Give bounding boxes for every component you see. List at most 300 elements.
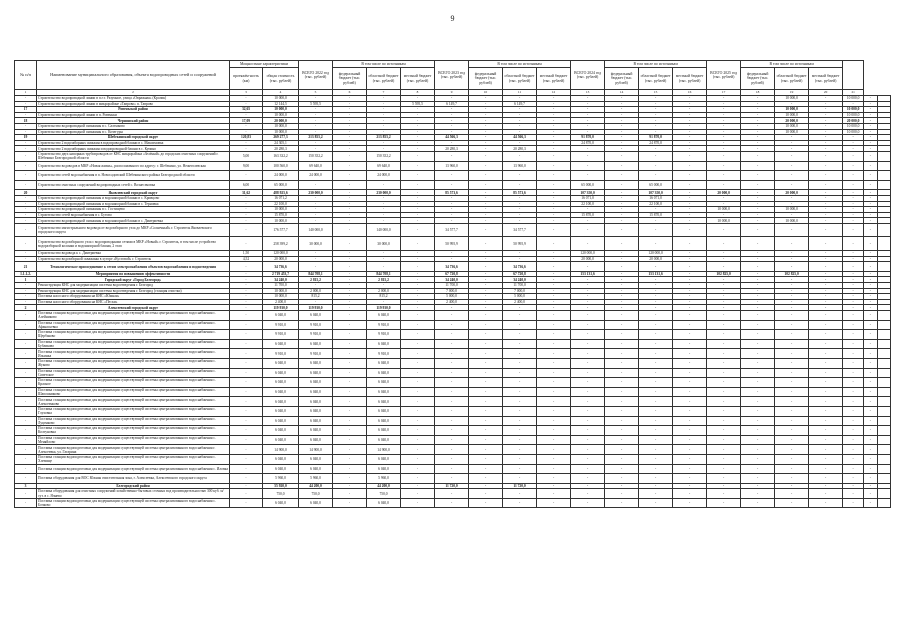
column-number-cell: 21 — [843, 90, 864, 96]
value-cell: 6 040,0 — [367, 426, 401, 436]
value-cell: - — [230, 201, 263, 207]
row-number-cell: - — [15, 123, 37, 129]
value-cell: - — [741, 180, 775, 190]
value-cell: - — [864, 406, 877, 416]
value-cell: - — [673, 123, 707, 129]
value-cell: 9 910,0 — [299, 320, 333, 330]
value-cell: - — [537, 171, 571, 181]
value-cell: - — [469, 135, 503, 141]
row-number-cell: - — [15, 223, 37, 237]
value-cell: - — [367, 123, 401, 129]
value-cell: 6 040,0 — [263, 358, 299, 368]
value-cell: 20 280,3 — [263, 146, 299, 152]
value-cell: 13 960,0 — [503, 161, 537, 171]
value-cell: 6 040,0 — [263, 454, 299, 464]
value-cell: 750,0 — [299, 489, 333, 499]
value-cell: - — [537, 406, 571, 416]
value-cell: - — [707, 201, 741, 207]
value-cell: - — [605, 299, 639, 305]
value-cell: - — [775, 358, 809, 368]
value-cell: - — [537, 223, 571, 237]
value-cell: - — [809, 311, 843, 321]
value-cell: - — [741, 387, 775, 397]
value-cell: - — [333, 483, 367, 489]
value-cell: 10 000,0 — [843, 107, 864, 113]
value-cell: 6 040,0 — [367, 416, 401, 426]
value-cell: 150 352,2 — [367, 151, 401, 161]
value-cell: 65 000,0 — [571, 180, 605, 190]
value-cell: - — [864, 171, 877, 181]
value-cell: - — [843, 201, 864, 207]
value-cell: - — [843, 349, 864, 359]
value-cell: - — [503, 454, 537, 464]
object-name-cell: Строительство водопроводной линии в микрорайоне «Таврово» п. Таврово — [37, 101, 230, 107]
value-cell: - — [401, 218, 435, 224]
value-cell: - — [605, 271, 639, 277]
value-cell: - — [809, 151, 843, 161]
value-cell: - — [435, 445, 469, 455]
column-number-cell: 15 — [639, 90, 673, 96]
value-cell: - — [299, 256, 333, 262]
value-cell: - — [809, 358, 843, 368]
object-name-cell: Строительство двух напорных трубопроводов от КНС микрорайона «Зелёный» до городских очистных сооружений г. Шебекино Белгородской области — [37, 151, 230, 161]
value-cell: - — [673, 207, 707, 213]
value-cell: 10 000,0 — [843, 96, 864, 102]
value-cell: - — [299, 129, 333, 135]
value-cell: - — [469, 416, 503, 426]
value-cell: - — [503, 256, 537, 262]
value-cell: - — [639, 349, 673, 359]
value-cell: - — [401, 464, 435, 474]
value-cell: - — [639, 387, 673, 397]
column-number-cell: 3 — [230, 90, 263, 96]
value-cell: - — [864, 299, 877, 305]
value-cell: - — [230, 406, 263, 416]
value-cell: - — [435, 218, 469, 224]
value-cell: - — [775, 140, 809, 146]
value-cell: - — [639, 454, 673, 464]
row-number-cell: - — [15, 288, 37, 294]
value-cell: - — [775, 195, 809, 201]
row-number-cell: - — [15, 311, 37, 321]
value-cell: 2 000,0 — [299, 288, 333, 294]
value-cell: - — [571, 387, 605, 397]
value-cell: - — [571, 299, 605, 305]
value-cell: - — [809, 483, 843, 489]
row-number-cell: - — [15, 140, 37, 146]
value-cell: - — [864, 464, 877, 474]
value-cell: - — [537, 397, 571, 407]
value-cell: - — [571, 489, 605, 499]
value-cell: - — [843, 397, 864, 407]
value-cell: 5 960,0 — [299, 474, 333, 484]
column-number-cell: 5 — [299, 90, 333, 96]
value-cell: - — [299, 299, 333, 305]
value-cell: - — [605, 330, 639, 340]
table-row — [15, 435, 891, 445]
value-cell: - — [537, 416, 571, 426]
value-cell: - — [864, 190, 877, 196]
value-cell: - — [401, 135, 435, 141]
value-cell: 22 100,0 — [639, 201, 673, 207]
value-cell: - — [469, 358, 503, 368]
value-cell: - — [809, 201, 843, 207]
row-number-cell: - — [15, 256, 37, 262]
value-cell: 13 960,0 — [435, 161, 469, 171]
object-name-cell: Яковлевский городской округ — [37, 190, 230, 196]
value-cell: - — [230, 123, 263, 129]
value-cell: - — [843, 237, 864, 251]
extra-cell — [877, 474, 890, 484]
value-cell: 85 573,6 — [435, 190, 469, 196]
row-number-cell: 21 — [15, 262, 37, 272]
table-row — [15, 180, 891, 190]
value-cell: - — [401, 305, 435, 311]
value-cell: - — [299, 283, 333, 289]
local-2023-header: местный бюджет (тыс. рублей) — [537, 68, 571, 90]
value-cell: - — [639, 218, 673, 224]
value-cell: - — [843, 294, 864, 300]
value-cell: - — [401, 161, 435, 171]
value-cell: - — [809, 251, 843, 257]
object-name-cell: Поставка станции водоподготовки для модернизации существующей системы централизованного водоснабжения с. Щербаково — [37, 330, 230, 340]
object-name-cell: Реконструкция КНС для модернизации системы водоотведения г. Белгород (станция очистки) — [37, 288, 230, 294]
value-cell: - — [401, 406, 435, 416]
table-row — [15, 406, 891, 416]
object-name-cell: Строительство водозаборной скважины в хуторе «Кустовой» г. Строитель — [37, 256, 230, 262]
value-cell: 10 000,0 — [775, 96, 809, 102]
value-cell: 120 000,0 — [639, 251, 673, 257]
value-cell: - — [673, 445, 707, 455]
value-cell: - — [571, 262, 605, 272]
object-name-cell: Поставка станции водоподготовки для модернизации существующей системы централизованного водоснабжения с. Алексеенково — [37, 397, 230, 407]
value-cell: 20 000,0 — [263, 118, 299, 124]
value-cell: 6,00 — [230, 180, 263, 190]
value-cell: - — [605, 368, 639, 378]
value-cell: - — [673, 320, 707, 330]
local-2025-header: местный бюджет (тыс. рублей) — [809, 68, 843, 90]
value-cell: 6 040,0 — [299, 387, 333, 397]
value-cell: - — [469, 112, 503, 118]
value-cell: - — [843, 358, 864, 368]
value-cell: - — [843, 218, 864, 224]
value-cell: - — [537, 368, 571, 378]
value-cell: - — [367, 96, 401, 102]
value-cell: - — [843, 416, 864, 426]
row-number-cell: - — [15, 237, 37, 251]
value-cell: - — [843, 498, 864, 508]
column-number-cell: 13 — [571, 90, 605, 96]
value-cell: - — [673, 118, 707, 124]
value-cell: 488 925,6 — [263, 190, 299, 196]
value-cell: - — [707, 339, 741, 349]
row-number-cell: - — [15, 299, 37, 305]
sources-2025-header: В том числе по источникам — [741, 61, 843, 68]
value-cell: - — [809, 190, 843, 196]
value-cell: - — [809, 195, 843, 201]
value-cell: - — [605, 387, 639, 397]
value-cell: 6 040,0 — [263, 368, 299, 378]
value-cell: - — [843, 212, 864, 218]
value-cell: - — [537, 146, 571, 152]
value-cell: - — [503, 171, 537, 181]
value-cell: - — [571, 123, 605, 129]
value-cell: - — [571, 277, 605, 283]
object-name-cell: Поставка станции водоподготовки для модернизации существующей системы централизованного водоснабжения с. Красное — [37, 378, 230, 388]
col-name-header: Наименование муниципального образования, объекта водопроводных сетей и сооружений — [37, 61, 230, 90]
value-cell: 2 815,2 — [299, 277, 333, 283]
value-cell: 20 000,0 — [571, 256, 605, 262]
value-cell: - — [367, 195, 401, 201]
value-cell: - — [741, 195, 775, 201]
value-cell: - — [864, 101, 877, 107]
value-cell: - — [741, 474, 775, 484]
row-number-cell: - — [15, 349, 37, 359]
value-cell: - — [571, 378, 605, 388]
value-cell: - — [333, 161, 367, 171]
value-cell: - — [741, 283, 775, 289]
value-cell: - — [230, 271, 263, 277]
value-cell: - — [571, 305, 605, 311]
value-cell: - — [469, 107, 503, 113]
value-cell: - — [367, 283, 401, 289]
value-cell: - — [230, 96, 263, 102]
value-cell: - — [775, 320, 809, 330]
object-name-cell: Мероприятия по повышению эффективности — [37, 271, 230, 277]
value-cell: - — [537, 101, 571, 107]
value-cell: - — [605, 251, 639, 257]
value-cell: 14 900,0 — [367, 445, 401, 455]
value-cell: - — [843, 445, 864, 455]
value-cell: - — [741, 135, 775, 141]
value-cell: - — [605, 339, 639, 349]
value-cell: - — [775, 368, 809, 378]
value-cell: - — [605, 118, 639, 124]
value-cell: - — [741, 256, 775, 262]
value-cell: - — [333, 454, 367, 464]
extra-cell — [877, 311, 890, 321]
value-cell: - — [469, 299, 503, 305]
value-cell: 20 000,0 — [775, 118, 809, 124]
value-cell: - — [864, 349, 877, 359]
value-cell: - — [639, 277, 673, 283]
value-cell: - — [673, 180, 707, 190]
value-cell: - — [707, 123, 741, 129]
value-cell: - — [809, 118, 843, 124]
table-row — [15, 349, 891, 359]
value-cell: 6 040,0 — [367, 368, 401, 378]
value-cell: - — [571, 474, 605, 484]
value-cell: - — [435, 474, 469, 484]
value-cell: - — [435, 435, 469, 445]
subtotal-row — [15, 262, 891, 272]
value-cell: - — [230, 339, 263, 349]
extra-cell — [877, 416, 890, 426]
value-cell: 6 040,0 — [263, 378, 299, 388]
value-cell: - — [864, 294, 877, 300]
value-cell: 6 040,0 — [367, 435, 401, 445]
value-cell: - — [707, 107, 741, 113]
value-cell: - — [401, 498, 435, 508]
value-cell: 16 071,0 — [571, 195, 605, 201]
value-cell: - — [605, 406, 639, 416]
value-cell: - — [435, 489, 469, 499]
value-cell: 6 040,0 — [299, 311, 333, 321]
table-row — [15, 489, 891, 499]
value-cell: - — [843, 146, 864, 152]
value-cell: - — [401, 358, 435, 368]
value-cell: - — [469, 251, 503, 257]
value-cell: - — [503, 218, 537, 224]
value-cell: - — [864, 201, 877, 207]
value-cell: - — [741, 107, 775, 113]
value-cell: - — [775, 416, 809, 426]
value-cell: 9 910,0 — [263, 320, 299, 330]
value-cell: - — [639, 426, 673, 436]
value-cell: - — [469, 201, 503, 207]
value-cell: 6 040,0 — [263, 435, 299, 445]
value-cell: - — [605, 207, 639, 213]
table-row — [15, 464, 891, 474]
object-name-cell: Поставка станции водоподготовки для модернизации существующей системы централизованного водоснабжения с. Бочково — [37, 498, 230, 508]
value-cell: 34 736,6 — [503, 262, 537, 272]
value-cell: - — [230, 397, 263, 407]
column-number-cell: 16 — [673, 90, 707, 96]
value-cell: - — [775, 277, 809, 283]
value-cell: - — [571, 223, 605, 237]
value-cell: - — [707, 251, 741, 257]
value-cell: - — [469, 146, 503, 152]
value-cell: - — [864, 387, 877, 397]
value-cell: - — [435, 112, 469, 118]
value-cell: 6 040,0 — [299, 358, 333, 368]
value-cell: - — [673, 387, 707, 397]
value-cell: - — [333, 262, 367, 272]
value-cell: - — [537, 112, 571, 118]
value-cell: - — [741, 294, 775, 300]
value-cell: - — [843, 464, 864, 474]
value-cell: 50 995,9 — [503, 237, 537, 251]
value-cell: - — [741, 262, 775, 272]
value-cell: - — [605, 416, 639, 426]
value-cell: - — [809, 146, 843, 152]
value-cell: - — [469, 277, 503, 283]
value-cell: - — [230, 129, 263, 135]
value-cell: - — [503, 201, 537, 207]
value-cell: - — [401, 294, 435, 300]
value-cell: 2 400,0 — [503, 299, 537, 305]
column-number-cell: 11 — [503, 90, 537, 96]
value-cell: - — [809, 330, 843, 340]
value-cell: 20 000,0 — [263, 256, 299, 262]
value-cell: - — [333, 416, 367, 426]
value-cell: 750,0 — [263, 489, 299, 499]
row-number-cell: 2 — [15, 305, 37, 311]
value-cell: - — [571, 426, 605, 436]
value-cell: - — [639, 474, 673, 484]
value-cell: - — [673, 435, 707, 445]
value-cell: - — [333, 151, 367, 161]
row-number-cell: - — [15, 251, 37, 257]
row-number-cell: - — [15, 218, 37, 224]
value-cell: - — [673, 129, 707, 135]
value-cell: - — [843, 305, 864, 311]
value-cell: - — [809, 161, 843, 171]
value-cell: - — [605, 489, 639, 499]
value-cell: 6 040,0 — [367, 339, 401, 349]
row-number-cell: - — [15, 416, 37, 426]
value-cell: - — [435, 123, 469, 129]
value-cell: - — [605, 151, 639, 161]
value-cell: - — [843, 474, 864, 484]
value-cell: - — [864, 96, 877, 102]
extra-cell — [877, 464, 890, 474]
row-number-cell: 3 — [15, 483, 37, 489]
value-cell: - — [707, 223, 741, 237]
value-cell: - — [639, 406, 673, 416]
extra-cell — [877, 368, 890, 378]
value-cell: 20 000,0 — [843, 118, 864, 124]
value-cell: - — [333, 107, 367, 113]
value-cell: - — [639, 161, 673, 171]
value-cell: - — [673, 190, 707, 196]
value-cell: - — [605, 140, 639, 146]
value-cell: - — [809, 305, 843, 311]
value-cell: - — [864, 330, 877, 340]
value-cell: - — [367, 140, 401, 146]
value-cell: 34 577,7 — [435, 223, 469, 237]
value-cell: - — [333, 283, 367, 289]
value-cell: - — [741, 358, 775, 368]
value-cell: 34 240,0 — [503, 277, 537, 283]
value-cell: 9 910,0 — [367, 349, 401, 359]
value-cell: - — [299, 146, 333, 152]
value-cell: - — [707, 416, 741, 426]
value-cell: - — [605, 171, 639, 181]
value-cell: - — [809, 237, 843, 251]
value-cell: 67 720,8 — [503, 271, 537, 277]
value-cell: - — [741, 112, 775, 118]
value-cell: - — [571, 294, 605, 300]
value-cell: - — [537, 299, 571, 305]
object-name-cell: Строительство магистрального водовода от водозаборного узла до МКР «Солнечный» г. Строитель Яковлевского городского округа — [37, 223, 230, 237]
value-cell: 30 000,0 — [299, 237, 333, 251]
value-cell: - — [571, 118, 605, 124]
value-cell: - — [809, 223, 843, 237]
column-number-cell: 17 — [707, 90, 741, 96]
value-cell: - — [864, 277, 877, 283]
value-cell: - — [605, 107, 639, 113]
value-cell: - — [707, 96, 741, 102]
value-cell: 6 040,0 — [299, 368, 333, 378]
value-cell: - — [639, 151, 673, 161]
value-cell: - — [864, 112, 877, 118]
object-name-cell: Строительство водоводов в МКР «Новая жизнь», расположенного по адресу: г. Шебекино, ул. Нежеголевская — [37, 161, 230, 171]
value-cell: - — [707, 288, 741, 294]
value-cell: - — [333, 305, 367, 311]
value-cell: 6 040,0 — [367, 464, 401, 474]
value-cell: - — [333, 498, 367, 508]
value-cell: 32,65 — [230, 107, 263, 113]
value-cell: - — [333, 397, 367, 407]
value-cell: - — [707, 474, 741, 484]
value-cell: - — [673, 277, 707, 283]
value-cell: - — [469, 445, 503, 455]
value-cell: 44 200,0 — [367, 483, 401, 489]
value-cell: - — [864, 339, 877, 349]
value-cell: - — [537, 129, 571, 135]
value-cell: - — [571, 288, 605, 294]
